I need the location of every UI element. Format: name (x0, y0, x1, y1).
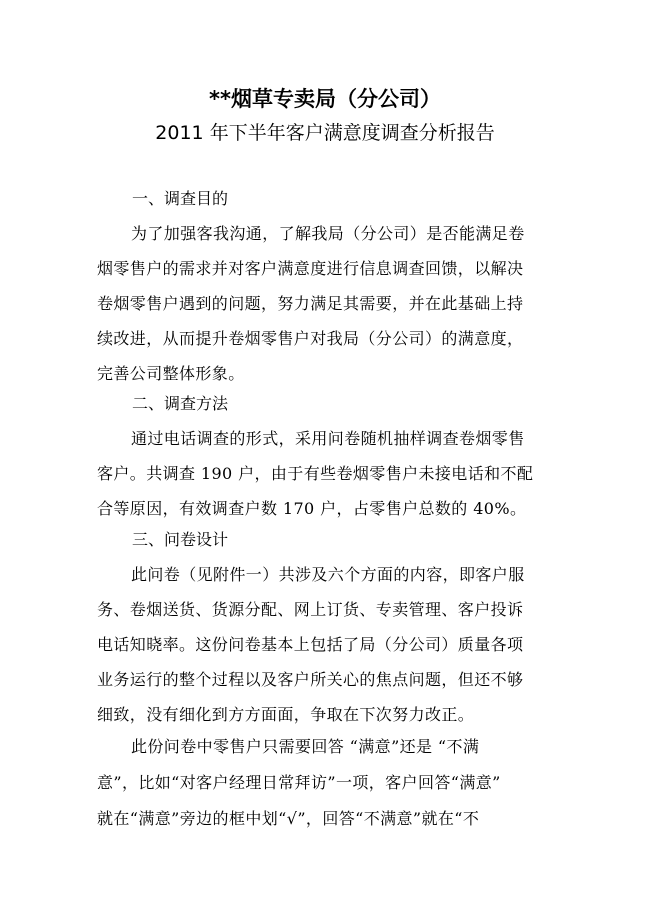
paragraph-line: 合等原因，有效调查户数 170 户，占零售户总数的 40%。 (97, 499, 527, 518)
paragraph-line: 电话知晓率。这份问卷基本上包括了局（分公司）质量各项 (97, 635, 524, 654)
section-heading-method: 二、调查方法 (132, 394, 229, 413)
paragraph-line: 客户。共调查 190 户，由于有些卷烟零售户未接电话和不配 (97, 464, 534, 483)
paragraph-line: 烟零售户的需求并对客户满意度进行信息调查回馈，以解决 (97, 259, 524, 278)
paragraph-line: 此问卷（见附件一）共涉及六个方面的内容，即客户服 (131, 565, 525, 584)
paragraph-line: 此份问卷中零售户只需要回答 “满意”还是 “不满 (131, 737, 480, 756)
paragraph-line: 业务运行的整个过程以及客户所关心的焦点问题，但还不够 (97, 670, 524, 689)
section-paragraph-purpose (97, 216, 557, 391)
paragraph-line: 完善公司整体形象。 (97, 364, 245, 383)
paragraph-line: 务、卷烟送货、货源分配、网上订货、专卖管理、客户投诉 (97, 600, 524, 619)
section-paragraph-design-2 (97, 729, 557, 837)
paragraph-line: 为了加强客我沟通，了解我局（分公司）是否能满足卷 (131, 224, 525, 243)
paragraph-line: 通过电话调查的形式，采用问卷随机抽样调查卷烟零售 (131, 429, 525, 448)
section-heading-design: 三、问卷设计 (132, 530, 229, 549)
paragraph-line: 就在“满意”旁边的框中划“√”，回答“不满意”就在“不 (97, 809, 480, 828)
document-subtitle: 2011 年下半年客户满意度调查分析报告 (155, 122, 495, 144)
section-paragraph-method (97, 421, 557, 526)
paragraph-line: 卷烟零售户遇到的问题，努力满足其需要，并在此基础上持 (97, 294, 524, 313)
section-heading-purpose: 一、调查目的 (132, 189, 229, 208)
paragraph-line: 续改进，从而提升卷烟零售户对我局（分公司）的满意度， (97, 329, 524, 348)
paragraph-line: 意”，比如“对客户经理日常拜访”一项，客户回答“满意” (97, 773, 501, 792)
paragraph-line: 细致，没有细化到方方面面，争取在下次努力改正。 (97, 705, 475, 724)
section-paragraph-design-1 (97, 557, 557, 732)
document-title: **烟草专卖局（分公司） (209, 87, 441, 111)
